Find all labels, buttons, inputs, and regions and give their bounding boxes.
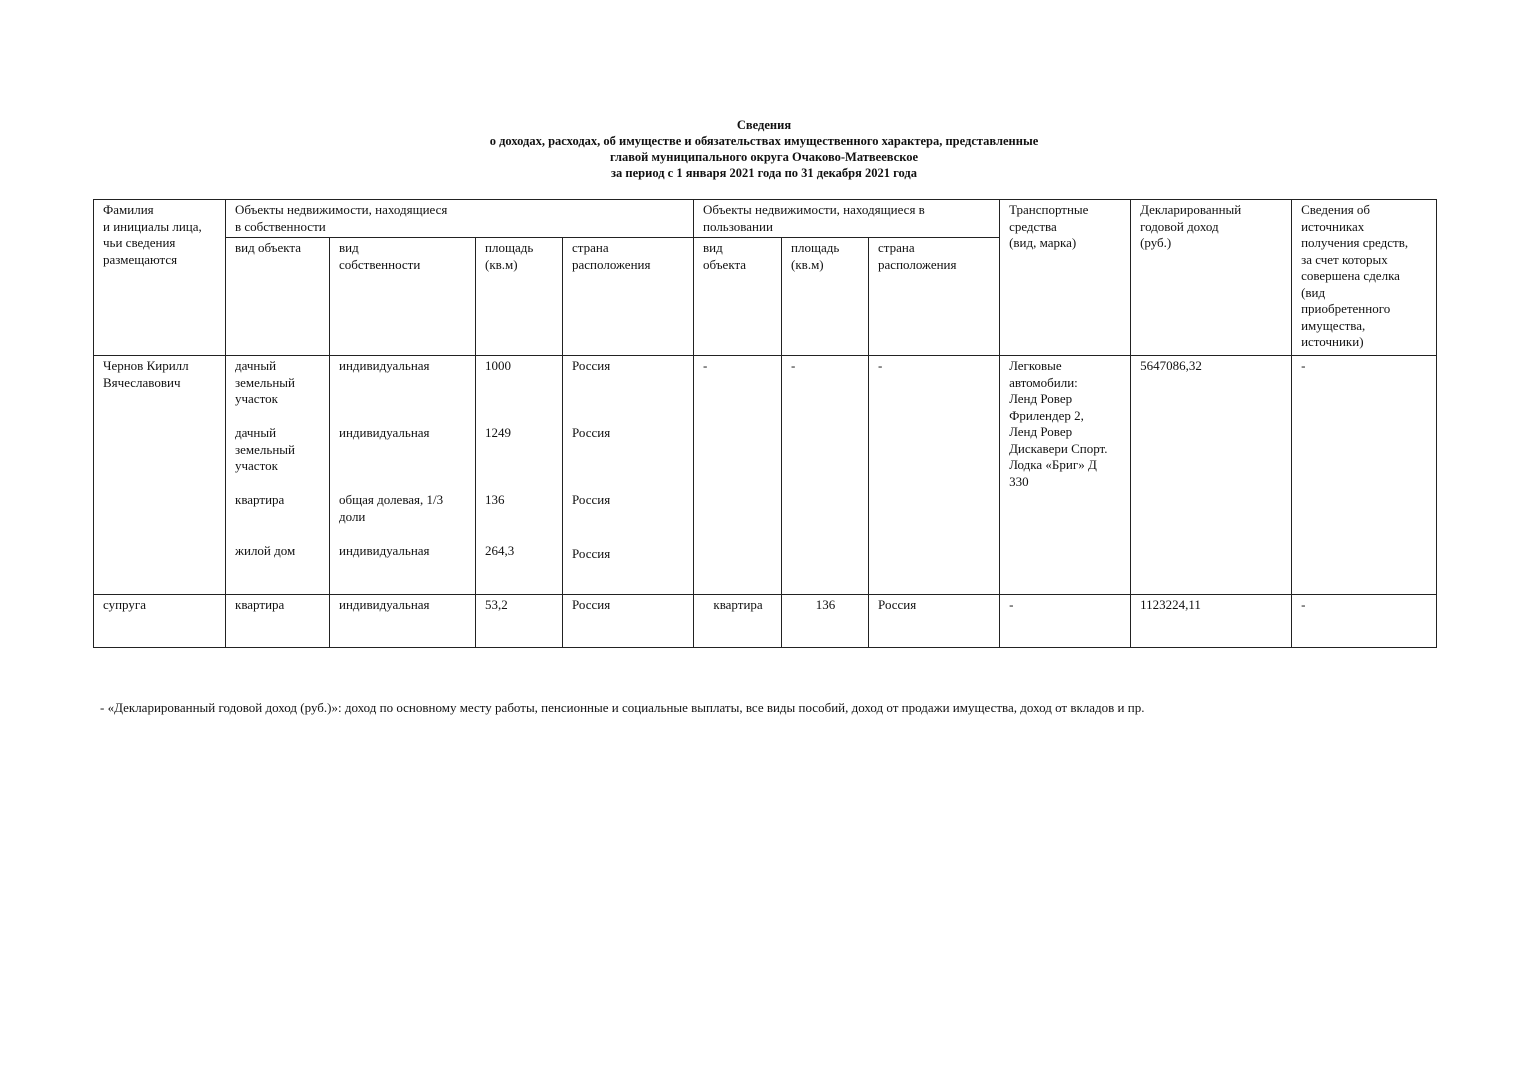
owned-ownership: индивидуальная xyxy=(330,595,476,648)
header-owned-area: площадь (кв.м) xyxy=(476,238,563,356)
income: 1123224,11 xyxy=(1131,595,1292,648)
header-owned-group: Объекты недвижимости, находящиеся в собственности xyxy=(226,200,694,238)
header-used-country: страна расположения xyxy=(869,238,1000,356)
owned-country-3: Россия xyxy=(572,492,611,507)
header-used-area: площадь (кв.м) xyxy=(782,238,869,356)
document-title xyxy=(0,117,1528,181)
owned-ownership-2: индивидуальная xyxy=(339,425,430,440)
table-row xyxy=(94,356,1437,595)
owned-ownership-3: общая долевая, 1/3 доли xyxy=(339,492,444,524)
header-owned-type: вид объекта xyxy=(226,238,330,356)
used-area: - xyxy=(782,356,869,595)
title-line-1: Сведения xyxy=(736,118,792,132)
used-type: квартира xyxy=(694,595,782,648)
table-row xyxy=(94,595,1437,648)
header-used-type: вид объекта xyxy=(694,238,782,356)
owned-type-3: квартира xyxy=(235,492,285,507)
sources: - xyxy=(1292,356,1437,595)
header-used-group: Объекты недвижимости, находящиеся в пользовании xyxy=(694,200,1000,238)
transport: - xyxy=(1000,595,1131,648)
title-line-3: главой муниципального округа Очаково-Матвеевское xyxy=(609,150,919,164)
income: 5647086,32 xyxy=(1131,356,1292,595)
owned-area-1: 1000 xyxy=(485,358,511,373)
used-country: Россия xyxy=(869,595,1000,648)
owned-type-1: дачный земельный участок xyxy=(235,358,295,406)
owned-country-2: Россия xyxy=(572,425,611,440)
declaration-table xyxy=(93,199,1437,648)
header-owned-ownership: вид собственности xyxy=(330,238,476,356)
person-name: Чернов Кирилл Вячеславович xyxy=(94,356,226,595)
owned-country-1: Россия xyxy=(572,358,611,373)
header-transport: Транспортные средства (вид, марка) xyxy=(1000,200,1131,356)
footnote: - «Декларированный годовой доход (руб.)»: доход по основному месту работы, пенсионные и социальные выплаты, все виды пособий, доход от продажи имущества, доход от вкладов и пр. xyxy=(100,700,1145,715)
owned-area-4: 264,3 xyxy=(485,543,515,558)
owned-ownership-1: индивидуальная xyxy=(339,358,430,373)
table-header-row-1 xyxy=(94,200,1437,238)
owned-type: квартира xyxy=(226,595,330,648)
used-type: - xyxy=(694,356,782,595)
owned-country-4: Россия xyxy=(572,546,611,561)
used-country: - xyxy=(869,356,1000,595)
owned-area-cell xyxy=(476,356,563,595)
owned-country: Россия xyxy=(563,595,694,648)
owned-area-2: 1249 xyxy=(485,425,511,440)
owned-ownership-cell xyxy=(330,356,476,595)
header-owned-country: страна расположения xyxy=(563,238,694,356)
owned-ownership-4: индивидуальная xyxy=(339,543,430,558)
transport: Легковые автомобили: Ленд Ровер Фрилендер 2, Ленд Ровер Дискавери Спорт. Лодка «Бриг» Д 330 xyxy=(1000,356,1131,595)
header-sources: Сведения об источниках получения средств, за счет которых совершена сделка (вид приобретенного имущества, источники) xyxy=(1292,200,1437,356)
owned-area: 53,2 xyxy=(476,595,563,648)
owned-type-2: дачный земельный участок xyxy=(235,425,295,473)
sources: - xyxy=(1292,595,1437,648)
used-area: 136 xyxy=(782,595,869,648)
header-income: Декларированный годовой доход (руб.) xyxy=(1131,200,1292,356)
owned-type-cell xyxy=(226,356,330,595)
owned-area-3: 136 xyxy=(485,492,505,507)
title-line-2: о доходах, расходах, об имуществе и обязательствах имущественного характера, представленные xyxy=(489,134,1039,148)
title-line-4: за период с 1 января 2021 года по 31 декабря 2021 года xyxy=(611,166,917,180)
owned-country-cell xyxy=(563,356,694,595)
header-person: Фамилия и инициалы лица, чьи сведения размещаются xyxy=(94,200,226,356)
person-name: супруга xyxy=(94,595,226,648)
owned-type-4: жилой дом xyxy=(235,543,296,558)
